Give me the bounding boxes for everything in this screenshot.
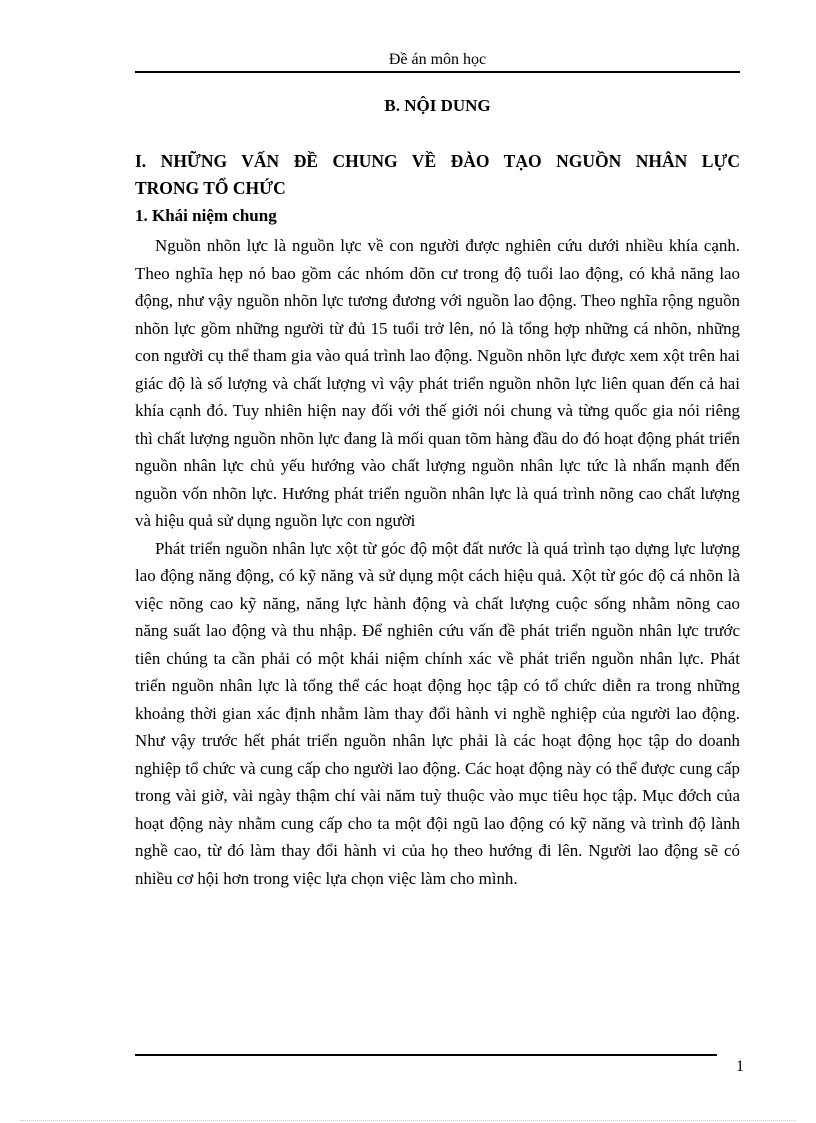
- section-heading: B. NỘI DUNG: [384, 96, 491, 115]
- footer-divider: [135, 1054, 717, 1056]
- page-header-title: Đề án môn học: [388, 51, 487, 68]
- chapter-heading-line-2: TRONG TỔ CHỨC: [135, 178, 286, 198]
- subsection-heading: 1. Khái niệm chung: [135, 206, 277, 225]
- chapter-heading-line-1: I. NHỮNG VẤN ĐỀ CHUNG VỀ ĐÀO TẠO NGUỒN NHÂN LỰC: [135, 151, 740, 171]
- chapter-heading: [135, 148, 740, 202]
- header-divider: [135, 71, 740, 73]
- paragraph: Nguồn nhõn lực là nguồn lực về con người được nghiên cứu dưới nhiều khía cạnh. Theo nghĩa hẹp nó bao gồm các nhóm dõn cư trong độ tuổi lao động, có khả năng lao động, như vậy nguồn nhõn lực tương đương với nguồn lao động. Theo nghĩa rộng nguồn nhõn lực gồm những người từ đủ 15 tuổi trở lên, nó là tổng hợp những cá nhõn, những con người cụ thể tham gia vào quá trình lao động. Nguồn nhõn lực được xem xột trên hai giác độ là số lượng và chất lượng vì vậy phát triển nguồn nhõn lực liên quan đến cả hai khía cạnh đó. Tuy nhiên hiện nay đối với thế giới nói chung và từng quốc gia nói riêng thì chất lượng nguồn nhõn lực đang là mối quan tõm hàng đầu do đó hoạt động phát triển nguồn nhân lực chủ yếu hướng vào chất lượng nguồn nhân lực tức là nhấn mạnh đến nguồn vốn nhõn lực. Hướng phát triển nguồn nhân lực là quá trình nõng cao chất lượng và hiệu quả sử dụng nguồn lực con người: [135, 236, 740, 530]
- paragraph: Phát triển nguồn nhân lực xột từ góc độ một đất nước là quá trình tạo dựng lực lượng lao động năng động, có kỹ năng và sử dụng một cách hiệu quả. Xột từ góc độ cá nhõn là việc nõng cao kỹ năng, năng lực hành động và chất lượng cuộc sống nhằm nõng cao năng suất lao động và thu nhập. Để nghiên cứu vấn đề phát triển nguồn nhân lực trước tiên chúng ta cần phải có một khái niệm chính xác về phát triển nguồn nhân lực. Phát triển nguồn nhân lực là tổng thể các hoạt động học tập có tổ chức diễn ra trong những khoảng thời gian xác định nhằm làm thay đổi hành vi nghề nghiệp của người lao động. Như vậy trước hết phát triển nguồn nhân lực phải là các hoạt động học tập do doanh nghiệp tổ chức và cung cấp cho người lao động. Các hoạt động này có thể được cung cấp trong vài giờ, vài ngày thậm chí vài năm tuỳ thuộc vào mục tiêu học tập. Mục đớch của hoạt động này nhằm cung cấp cho ta một đội ngũ lao động có kỹ năng và trình độ lành nghề cao, từ đó làm thay đổi hành vi của họ theo hướng đi lên. Người lao động sẽ có nhiều cơ hội hơn trong việc lựa chọn việc làm cho mình.: [135, 538, 740, 888]
- body-text: [135, 232, 740, 892]
- page-edge: [20, 1120, 796, 1121]
- page-number: 1: [736, 1058, 744, 1075]
